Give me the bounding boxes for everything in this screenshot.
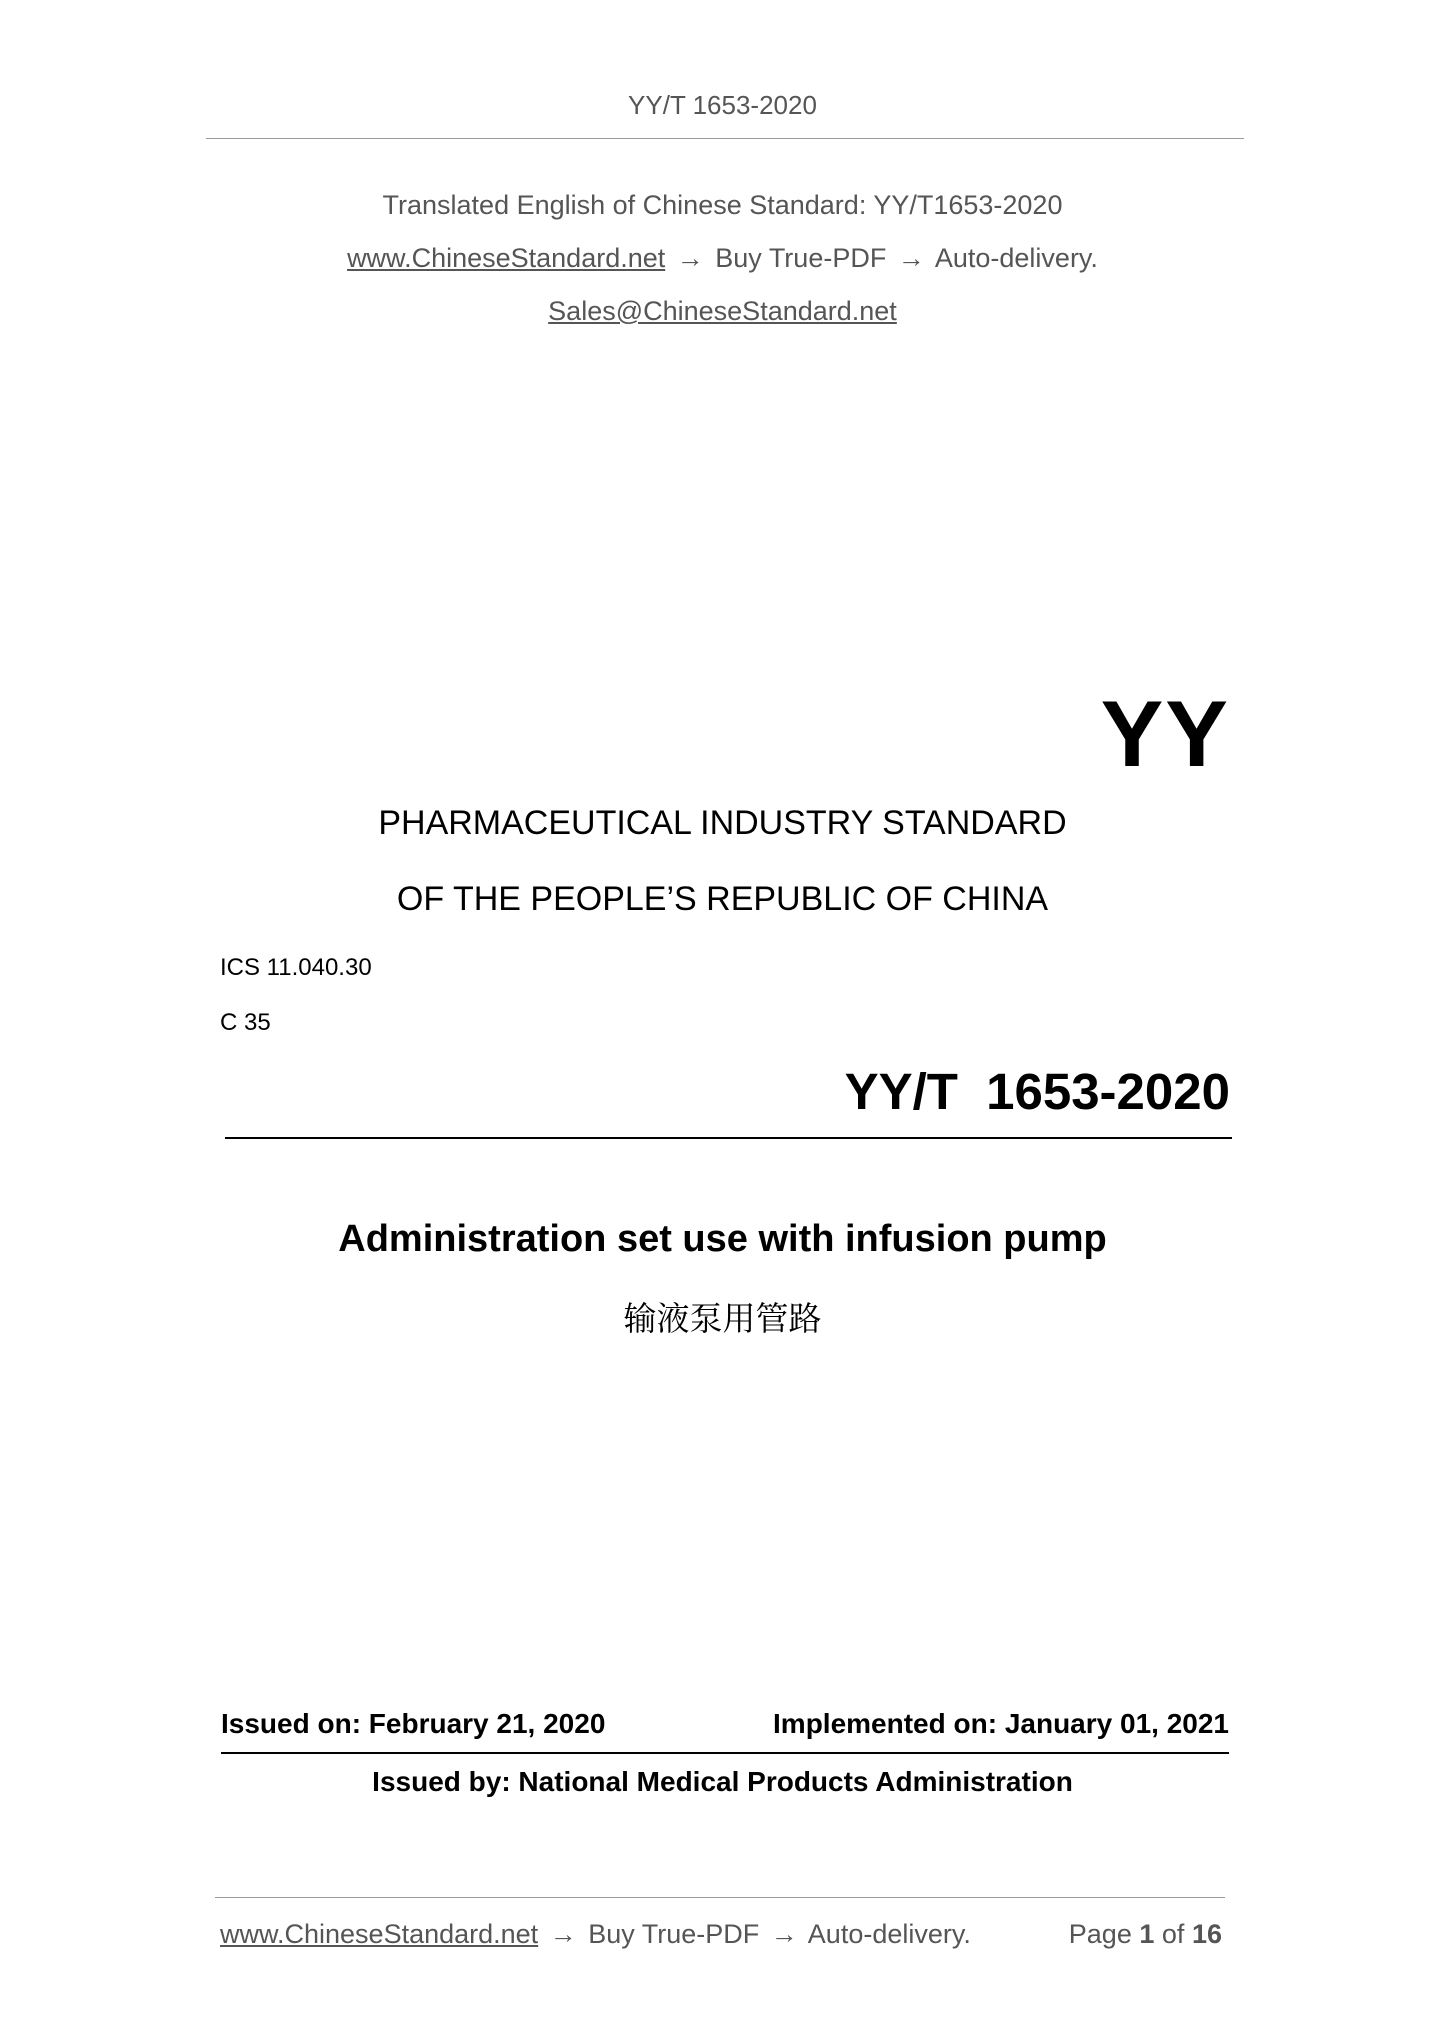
page-of: of bbox=[1161, 1919, 1185, 1949]
arrow-right-icon: → bbox=[897, 243, 925, 273]
purchase-line bbox=[0, 243, 1445, 274]
footer-purchase-line bbox=[220, 1919, 971, 1950]
title-english: Administration set use with infusion pump bbox=[338, 1218, 1107, 1260]
sales-email-link[interactable]: Sales@ChineseStandard.net bbox=[548, 296, 897, 326]
ccs-code: C 35 bbox=[220, 1009, 271, 1036]
delivery-text: Auto-delivery. bbox=[934, 243, 1098, 273]
sales-line bbox=[0, 296, 1445, 327]
header-divider bbox=[206, 138, 1244, 139]
arrow-right-icon: → bbox=[676, 243, 704, 273]
page-total: 16 bbox=[1191, 1919, 1222, 1949]
footer-site-link[interactable]: www.ChineseStandard.net bbox=[220, 1919, 539, 1949]
ics-code: ICS 11.040.30 bbox=[220, 954, 372, 981]
standard-number: YY/T 1653-2020 bbox=[844, 1063, 1230, 1120]
page-label: Page bbox=[1068, 1919, 1132, 1949]
translation-notice: Translated English of Chinese Standard: YY/T1653-2020 bbox=[382, 190, 1063, 220]
footer-buy-text: Buy True-PDF bbox=[588, 1919, 760, 1949]
category-mark: YY bbox=[1100, 681, 1230, 786]
footer-delivery-text: Auto-delivery. bbox=[807, 1919, 971, 1949]
standard-number-divider bbox=[225, 1137, 1232, 1139]
title-chinese: 输液泵用管路 bbox=[623, 1299, 822, 1338]
issued-on-date: Issued on: February 21, 2020 bbox=[221, 1708, 606, 1739]
arrow-right-icon: → bbox=[770, 1919, 798, 1949]
page-current: 1 bbox=[1139, 1919, 1155, 1949]
issue-divider bbox=[221, 1752, 1229, 1754]
buy-text: Buy True-PDF bbox=[715, 243, 887, 273]
issued-by: Issued by: National Medical Products Administration bbox=[372, 1766, 1073, 1797]
industry-title-line-2: OF THE PEOPLE’S REPUBLIC OF CHINA bbox=[396, 880, 1049, 918]
page-indicator bbox=[1069, 1919, 1222, 1950]
footer-divider bbox=[215, 1897, 1225, 1898]
site-link[interactable]: www.ChineseStandard.net bbox=[347, 243, 666, 273]
arrow-right-icon: → bbox=[549, 1919, 577, 1949]
implemented-on-date: Implemented on: January 01, 2021 bbox=[773, 1708, 1229, 1739]
industry-title-line-1: PHARMACEUTICAL INDUSTRY STANDARD bbox=[378, 804, 1067, 842]
running-header: YY/T 1653-2020 bbox=[628, 90, 817, 120]
